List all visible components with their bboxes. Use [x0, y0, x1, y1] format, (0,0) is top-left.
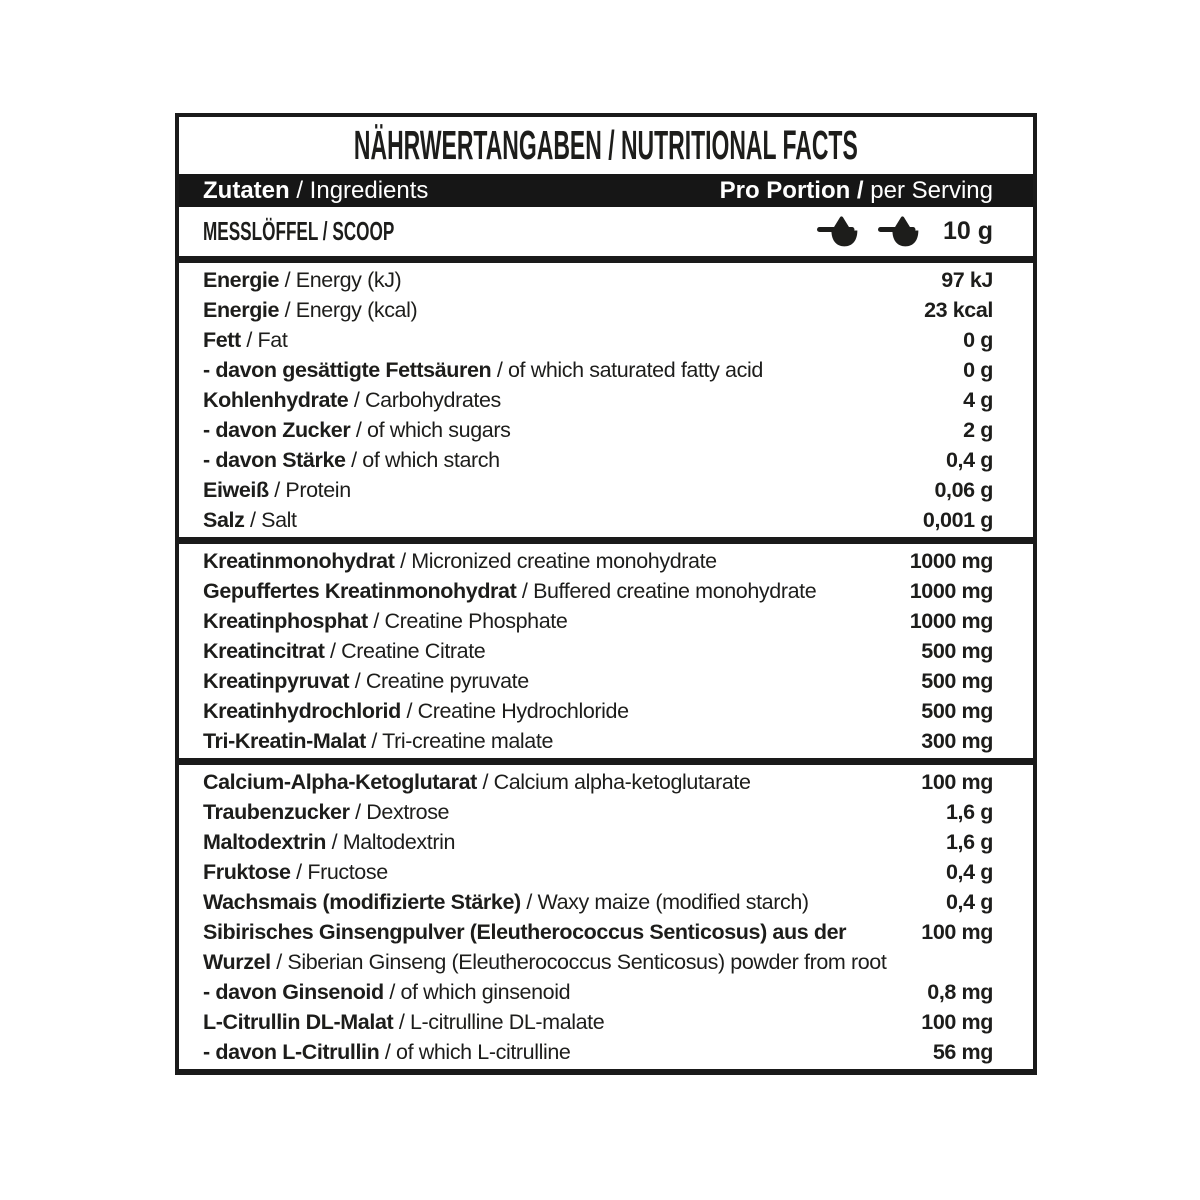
row-value: 0 g — [963, 358, 993, 382]
row-value: 500 mg — [921, 669, 993, 693]
row-label: Traubenzucker / Dextrose — [203, 800, 450, 824]
row-value: 500 mg — [921, 639, 993, 663]
row-label: Energie / Energy (kJ) — [203, 268, 402, 292]
row-value: 100 mg — [921, 920, 993, 944]
per-serving-header-bold: Pro Portion / — [719, 176, 864, 204]
nutrition-row — [203, 977, 993, 1007]
nutrition-row — [203, 355, 993, 385]
nutrition-row — [203, 325, 993, 355]
row-value: 97 kJ — [941, 268, 993, 292]
nutrition-row — [203, 415, 993, 445]
section-creatines — [179, 544, 1033, 758]
row-value: 56 mg — [932, 1040, 993, 1064]
nutrition-row — [203, 696, 993, 726]
row-label: Wachsmais (modifizierte Stärke) / Waxy maize (modified starch) — [203, 890, 809, 914]
row-label: Kreatincitrat / Creatine Citrate — [203, 639, 486, 663]
row-value: 0 g — [963, 328, 993, 352]
row-label: L-Citrullin DL-Malat / L-citrulline DL-malate — [203, 1010, 605, 1034]
nutrition-row — [203, 887, 993, 917]
row-label: Kreatinpyruvat / Creatine pyruvate — [203, 669, 529, 693]
section-other-ingredients — [179, 765, 1033, 1069]
section-divider — [179, 537, 1033, 544]
row-label: Fruktose / Fructose — [203, 860, 388, 884]
per-serving-column-header — [720, 177, 993, 205]
ingredients-header-bold: Zutaten — [203, 176, 290, 204]
row-label: Kohlenhydrate / Carbohydrates — [203, 388, 501, 412]
row-value: 1,6 g — [946, 830, 993, 854]
nutrition-row — [203, 295, 993, 325]
row-value: 1,6 g — [946, 800, 993, 824]
row-value: 4 g — [963, 388, 993, 412]
nutrition-row — [203, 1007, 993, 1037]
nutrition-row — [203, 857, 993, 887]
row-value: 300 mg — [921, 729, 993, 753]
row-value: 1000 mg — [909, 549, 993, 573]
row-label: Salz / Salt — [203, 508, 297, 532]
scoop-icon — [878, 215, 927, 249]
section-divider — [179, 256, 1033, 263]
row-label: Tri-Kreatin-Malat / Tri-creatine malate — [203, 729, 554, 753]
scoop-icon — [817, 215, 866, 249]
nutrition-row — [203, 475, 993, 505]
nutrition-row — [203, 576, 993, 606]
nutrition-row — [203, 385, 993, 415]
table-title-row — [179, 117, 1033, 174]
column-header-bar — [179, 174, 1033, 207]
row-label: Kreatinphosphat / Creatine Phosphate — [203, 609, 568, 633]
per-serving-header-rest: per Serving — [863, 176, 993, 204]
nutrition-row — [203, 445, 993, 475]
section-macros — [179, 263, 1033, 537]
row-label: Calcium-Alpha-Ketoglutarat / Calcium alpha-ketoglutarate — [203, 770, 751, 794]
row-value: 100 mg — [921, 1010, 993, 1034]
scoop-amount — [817, 215, 993, 249]
scoop-weight-value: 10 g — [942, 217, 993, 245]
scoop-label: MESSLÖFFEL / SCOOP — [203, 216, 395, 246]
nutrition-row — [203, 726, 993, 756]
section-divider — [179, 758, 1033, 765]
nutrition-row — [203, 505, 993, 535]
row-value: 0,8 mg — [927, 980, 993, 1004]
row-value: 0,001 g — [922, 508, 993, 532]
row-label: Fett / Fat — [203, 328, 288, 352]
row-value: 0,4 g — [946, 448, 993, 472]
nutrition-row — [203, 636, 993, 666]
scoop-row — [179, 207, 1033, 256]
nutrition-row — [203, 767, 993, 797]
ingredients-header-rest: / Ingredients — [289, 176, 429, 204]
row-value: 500 mg — [921, 699, 993, 723]
nutrition-row — [203, 265, 993, 295]
nutrition-row — [203, 827, 993, 857]
row-value: 100 mg — [921, 770, 993, 794]
row-label: Eiweiß / Protein — [203, 478, 351, 502]
row-label: Sibirisches Ginsengpulver (Eleutherococcus Senticosus) aus der Wurzel / Siberian Ginseng (Eleutherococcus Senticosus) powder from root — [203, 920, 887, 974]
row-label: - davon Zucker / of which sugars — [203, 418, 511, 442]
row-label: - davon gesättigte Fettsäuren / of which saturated fatty acid — [203, 358, 763, 382]
row-label: Gepuffertes Kreatinmonohydrat / Buffered creatine monohydrate — [203, 579, 817, 603]
row-value: 1000 mg — [909, 579, 993, 603]
nutrition-row — [203, 666, 993, 696]
nutrition-row — [203, 1037, 993, 1067]
nutrition-row — [203, 797, 993, 827]
row-label: - davon Ginsenoid / of which ginsenoid — [203, 980, 571, 1004]
row-value: 0,4 g — [946, 860, 993, 884]
ingredients-column-header — [203, 177, 428, 205]
row-label: Kreatinmonohydrat / Micronized creatine monohydrate — [203, 549, 717, 573]
row-label: - davon Stärke / of which starch — [203, 448, 500, 472]
nutrition-row — [203, 606, 993, 636]
row-label: - davon L-Citrullin / of which L-citrulline — [203, 1040, 571, 1064]
nutrition-row — [203, 917, 993, 977]
row-label: Kreatinhydrochlorid / Creatine Hydrochloride — [203, 699, 629, 723]
table-title: NÄHRWERTANGABEN / NUTRITIONAL FACTS — [354, 122, 858, 168]
row-label: Energie / Energy (kcal) — [203, 298, 418, 322]
row-value: 23 kcal — [924, 298, 993, 322]
row-value: 1000 mg — [909, 609, 993, 633]
nutrition-facts-table — [175, 113, 1037, 1075]
row-value: 2 g — [963, 418, 993, 442]
row-value: 0,4 g — [946, 890, 993, 914]
row-label: Maltodextrin / Maltodextrin — [203, 830, 456, 854]
nutrition-row — [203, 546, 993, 576]
row-value: 0,06 g — [934, 478, 993, 502]
